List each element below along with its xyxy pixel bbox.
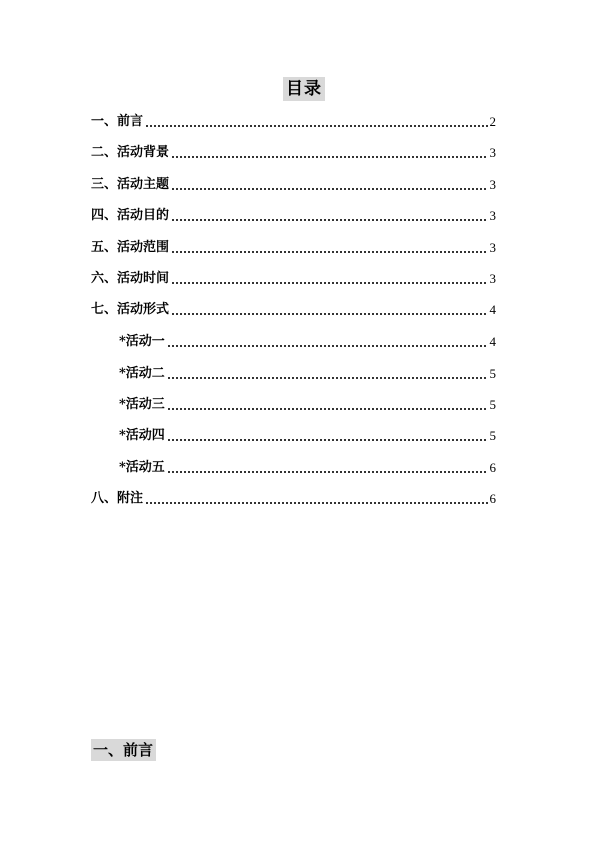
toc-dot-leader [171, 219, 487, 221]
toc-dot-leader [145, 125, 487, 127]
toc-entry-label: 二、活动背景 [91, 145, 170, 160]
toc-entry-page: 3 [489, 271, 496, 286]
toc-entry-page: 4 [489, 302, 496, 317]
toc-subentry[interactable] [119, 332, 496, 352]
toc-entry-page: 2 [489, 114, 496, 129]
toc-entry-page: 5 [489, 366, 496, 381]
toc-entry-label: *活动五 [119, 460, 165, 475]
toc-dot-leader [171, 282, 487, 284]
toc-dot-leader [171, 156, 487, 158]
toc-entry-page: 6 [489, 460, 496, 475]
toc-entry[interactable] [91, 238, 496, 258]
toc-entry-label: 六、活动时间 [91, 271, 170, 286]
toc-subentry[interactable] [119, 395, 496, 415]
toc-entry[interactable] [91, 206, 496, 226]
toc-subentry[interactable] [119, 458, 496, 478]
toc-entry-label: 三、活动主题 [91, 177, 170, 192]
toc-entry-page: 3 [489, 208, 496, 223]
toc-entry[interactable] [91, 143, 496, 163]
toc-entry[interactable] [91, 489, 496, 509]
toc-title: 目录 [283, 77, 325, 101]
toc-entry[interactable] [91, 112, 496, 132]
toc-dot-leader [167, 439, 488, 441]
toc-entry-label: *活动一 [119, 334, 165, 349]
toc-entry-label: 四、活动目的 [91, 208, 170, 223]
toc-dot-leader [171, 251, 487, 253]
toc-entry-label: *活动四 [119, 428, 165, 443]
toc-dot-leader [167, 408, 488, 410]
toc-entry-label: 八、附注 [91, 491, 144, 506]
toc-dot-leader [167, 471, 488, 473]
toc-entry-page: 3 [489, 145, 496, 160]
toc-dot-leader [171, 188, 487, 190]
toc-dot-leader [171, 313, 487, 315]
section-heading: 一、前言 [91, 739, 156, 761]
toc-subentry[interactable] [119, 426, 496, 446]
toc-entry[interactable] [91, 175, 496, 195]
toc-entry[interactable] [91, 269, 496, 289]
toc-entry[interactable] [91, 300, 496, 320]
toc-entry-page: 3 [489, 177, 496, 192]
toc-entry-label: 五、活动范围 [91, 240, 170, 255]
toc-entry-page: 5 [489, 428, 496, 443]
toc-dot-leader [145, 502, 487, 504]
toc-entry-label: 七、活动形式 [91, 302, 170, 317]
toc-subentry[interactable] [119, 364, 496, 384]
toc-entry-page: 4 [489, 334, 496, 349]
toc-entry-page: 5 [489, 397, 496, 412]
toc-dot-leader [167, 345, 488, 347]
toc-entry-label: *活动二 [119, 366, 165, 381]
toc-entry-page: 6 [489, 491, 496, 506]
toc-entry-label: 一、前言 [91, 114, 144, 129]
toc-entry-label: *活动三 [119, 397, 165, 412]
toc-entry-page: 3 [489, 240, 496, 255]
toc-dot-leader [167, 377, 488, 379]
